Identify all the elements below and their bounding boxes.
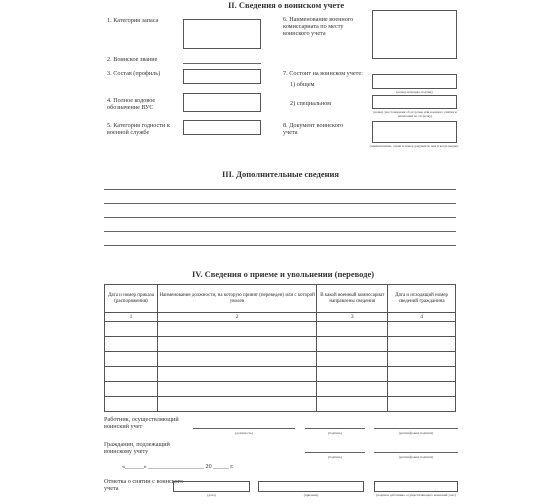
field-vus-box[interactable] [183, 93, 261, 112]
section-2-title: II. Сведения о воинском учете [228, 0, 345, 10]
field-registered-special-caption: (номер удостоверения об отсрочке или военного снятия и написания на отсрочку) [373, 110, 457, 118]
field-registered-general-box[interactable] [372, 74, 457, 89]
field-registered-label: 7. Состоит на воинском учете: [283, 70, 363, 77]
worker-label: Работник, осуществляющий воинский учет [104, 416, 179, 430]
col-number: 4 [388, 313, 456, 322]
col-number: 2 [157, 313, 316, 322]
citizen-decoding-line[interactable] [374, 452, 458, 453]
field-reserve-category-box[interactable] [183, 19, 261, 49]
additional-line-2[interactable] [104, 203, 456, 204]
table-row[interactable] [105, 397, 456, 412]
worker-position-caption: (должность) [235, 431, 253, 435]
col-header-position: Наименование должности, на которую принят (переведен) или с которой уволен [157, 285, 316, 313]
removal-signature-box[interactable] [374, 481, 458, 492]
citizen-signature-line[interactable] [305, 452, 365, 453]
additional-line-1[interactable] [104, 189, 456, 190]
field-commissariat-label: 6. Наименование военного комиссариата по месту воинского учета [283, 16, 354, 37]
section-3-title: III. Дополнительные сведения [222, 169, 340, 179]
table-row[interactable] [105, 352, 456, 367]
table-header-row [105, 285, 456, 313]
field-document-caption: (наименование, серия и номер документа, кем и когда выдан) [369, 144, 459, 148]
col-header-order: Дата и номер приказа (распоряжения) [105, 285, 158, 313]
worker-decoding-line[interactable] [374, 428, 458, 429]
field-vus-label: 4. Полное кодовое обозначение ВУС [107, 97, 156, 111]
citizen-label: Гражданин, подлежащий воинскому учету [104, 441, 170, 455]
removal-signature-caption: (подпись работника, осуществляющего воинский учет) [376, 493, 456, 497]
field-fitness-box[interactable] [183, 120, 261, 135]
worker-decoding-caption: (расшифровка подписи) [398, 431, 434, 435]
removal-label: Отметка о снятии с воинского учета [104, 478, 184, 492]
col-header-date-number: Дата и исходящий номер сведений гражданина [388, 285, 456, 313]
col-number: 3 [317, 313, 388, 322]
field-registered-special-box[interactable] [372, 95, 457, 109]
field-registered-general-caption: (номер команды, партии) [396, 90, 433, 94]
additional-line-4[interactable] [104, 231, 456, 232]
table-row[interactable] [105, 337, 456, 352]
field-registered-general-label: 1) общем [290, 81, 315, 88]
employment-table [104, 284, 456, 412]
field-rank-line[interactable] [183, 63, 261, 64]
field-fitness-label: 5. Категория годности к военной службе [107, 122, 170, 136]
citizen-signature-caption: (подпись) [327, 455, 343, 459]
worker-signature-line[interactable] [305, 428, 365, 429]
worker-signature-caption: (подпись) [327, 431, 343, 435]
worker-position-line[interactable] [193, 428, 295, 429]
field-document-label: 8. Документ воинского учета [283, 122, 344, 136]
additional-line-5[interactable] [104, 245, 456, 246]
field-rank-label: 2. Воинское звание [107, 56, 158, 63]
field-composition-label: 3. Состав (профиль) [107, 70, 161, 77]
field-composition-box[interactable] [183, 69, 261, 84]
removal-reason-box[interactable] [258, 481, 364, 492]
field-reserve-category-label: 1. Категория запаса [107, 17, 159, 24]
col-header-commissariat: В какой военный комиссариат направлены сведения [317, 285, 388, 313]
table-number-row [105, 313, 456, 322]
removal-date-box[interactable] [173, 481, 250, 492]
field-commissariat-box[interactable] [372, 10, 457, 59]
removal-reason-caption: (причина) [303, 493, 319, 497]
additional-line-3[interactable] [104, 217, 456, 218]
table-row[interactable] [105, 322, 456, 337]
section-4-title: IV. Сведения о приеме и увольнении (переводе) [192, 269, 375, 279]
date-line[interactable]: «______» __________________ 20 _____ г. [122, 463, 234, 470]
col-number: 1 [105, 313, 158, 322]
field-registered-special-label: 2) специальном [290, 100, 332, 107]
table-row[interactable] [105, 382, 456, 397]
field-document-box[interactable] [372, 121, 457, 143]
table-row[interactable] [105, 367, 456, 382]
removal-date-caption: (дата) [207, 493, 216, 497]
citizen-decoding-caption: (расшифровка подписи) [398, 455, 434, 459]
